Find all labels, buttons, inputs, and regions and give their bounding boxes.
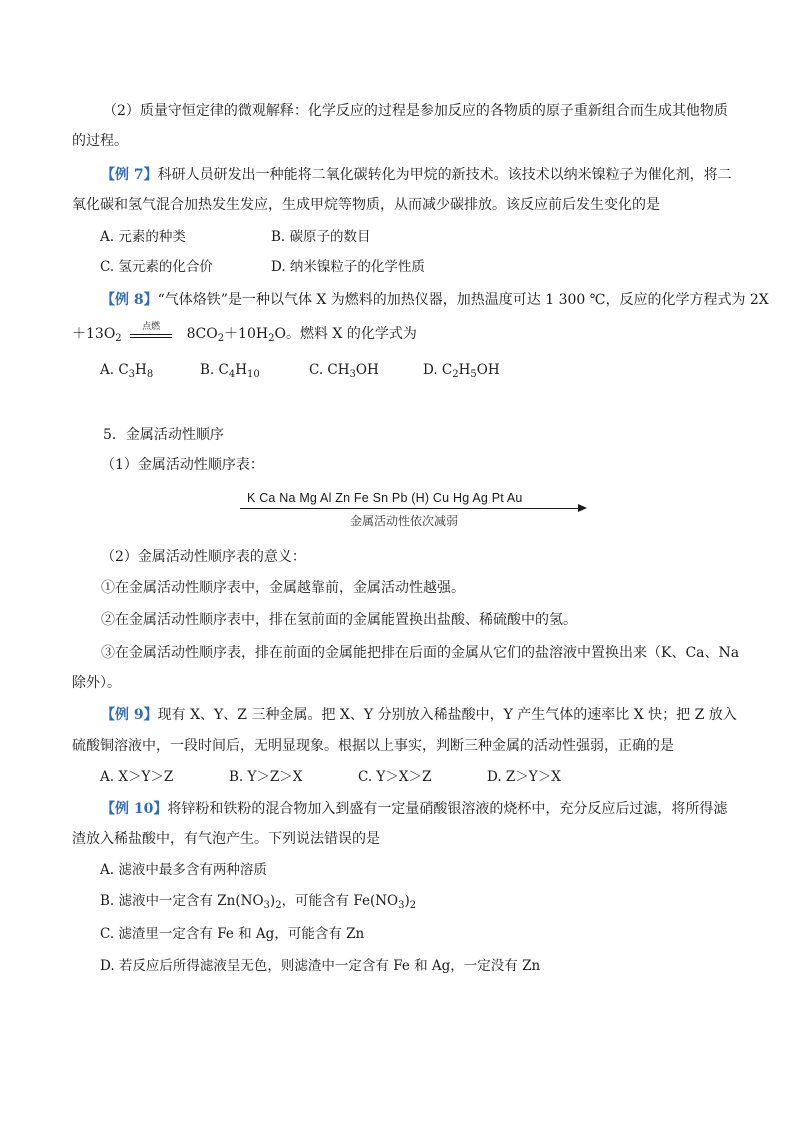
equation-tail: O。燃料 X 的化学式为 bbox=[274, 326, 417, 342]
formula-part: A. C bbox=[100, 362, 129, 378]
subscript: 3 bbox=[398, 900, 405, 911]
arrow-bar bbox=[130, 334, 172, 335]
example-9-stem-line2: 硫酸铜溶液中，一段时间后，无明显现象。根据以上事实，判断三种金属的活动性强弱，正确的是 bbox=[72, 738, 674, 754]
activity-arrow-line bbox=[240, 508, 582, 509]
example-7-text: 科研人员研发出一种能将二氧化碳转化为甲烷的新技术。该技术以纳米镍粒子为催化剂，将二 bbox=[157, 167, 732, 183]
option-text: ，可能含有 Fe(NO bbox=[281, 893, 399, 909]
formula-part: H bbox=[458, 362, 471, 378]
subscript: 4 bbox=[228, 369, 236, 380]
subscript: 2 bbox=[115, 333, 122, 344]
example-8-option-c bbox=[309, 360, 379, 380]
example-9-option-a: A. X＞Y＞Z bbox=[100, 769, 174, 785]
example-8-text: “气体烙铁”是一种以气体 X 为燃料的加热仪器，加热温度可达 1 300 ℃，反应的化学方程式为 2X bbox=[157, 292, 769, 308]
subscript: 2 bbox=[268, 333, 275, 344]
meaning-item-3-cont: 除外）。 bbox=[72, 675, 121, 691]
equation-product-2: ＋10H bbox=[224, 326, 269, 342]
example-7-option-b: B. 碳原子的数目 bbox=[271, 229, 371, 245]
example-10-option-d: D. 若反应后所得滤液呈无色，则滤渣中一定含有 Fe 和 Ag，一定没有 Zn bbox=[100, 958, 541, 974]
option-text: ) bbox=[404, 893, 410, 909]
example-8-option-b bbox=[200, 360, 260, 380]
example-9-option-d: D. Z＞Y＞X bbox=[487, 769, 561, 785]
formula-part: D. C bbox=[423, 362, 453, 378]
formula-part: OH bbox=[355, 362, 379, 378]
example-9-option-b: B. Y＞Z＞X bbox=[229, 769, 303, 785]
example-10-stem-line1 bbox=[101, 799, 727, 819]
example-9-tag: 【例 9】 bbox=[101, 707, 158, 723]
example-10-option-c: C. 滤渣里一定含有 Fe 和 Ag，可能含有 Zn bbox=[100, 926, 365, 942]
example-7-option-d: D. 纳米镍粒子的化学性质 bbox=[271, 259, 425, 275]
activity-arrow-head bbox=[578, 504, 587, 512]
reaction-condition: 点燃 bbox=[142, 322, 161, 332]
example-8-equation bbox=[72, 324, 417, 344]
example-10-stem-line2: 渣放入稀盐酸中，有气泡产生。下列说法错误的是 bbox=[72, 831, 380, 847]
meaning-item-1: ①在金属活动性顺序表中，金属越靠前，金属活动性越强。 bbox=[101, 580, 465, 596]
example-7-tag: 【例 7】 bbox=[101, 167, 158, 183]
formula-part: C. CH bbox=[309, 362, 350, 378]
subscript: 2 bbox=[217, 333, 225, 344]
example-10-tag: 【例 10】 bbox=[101, 801, 168, 817]
section-5-1-heading: （1）金属活动性顺序表： bbox=[101, 457, 264, 473]
formula-part: H bbox=[235, 362, 247, 378]
subscript: 3 bbox=[349, 369, 356, 380]
subscript: 5 bbox=[470, 369, 477, 380]
example-9-stem-line1 bbox=[101, 705, 737, 725]
arrow-bar bbox=[130, 337, 172, 338]
meaning-item-2: ②在金属活动性顺序表中，排在氢前面的金属能置换出盐酸、稀硫酸中的氢。 bbox=[101, 612, 577, 628]
activity-arrow-caption: 金属活动性依次减弱 bbox=[350, 514, 459, 528]
example-7-option-c: C. 氢元素的化合价 bbox=[100, 259, 213, 275]
example-7-stem-line2: 氧化碳和氢气混合加热发生发应，生成甲烷等物质，从而减少碳排放。该反应前后发生变化的是 bbox=[72, 197, 660, 213]
example-9-text: 现有 X、Y、Z 三种金属。把 X、Y 分别放入稀盐酸中，Y 产生气体的速率比 X 快；把 Z 放入 bbox=[157, 707, 737, 723]
subscript: 2 bbox=[275, 900, 282, 911]
paragraph-mass-conservation-2-cont: 的过程。 bbox=[72, 133, 128, 149]
subscript: 3 bbox=[263, 900, 270, 911]
example-10-text: 将锌粉和铁粉的混合物加入到盛有一定量硝酸银溶液的烧杯中，充分反应后过滤，将所得滤 bbox=[167, 801, 728, 817]
formula-part: B. C bbox=[200, 362, 229, 378]
equation-product-1: 8CO bbox=[186, 326, 218, 342]
subscript: 8 bbox=[146, 369, 154, 380]
section-5-2-heading: （2）金属活动性顺序表的意义： bbox=[101, 549, 306, 565]
subscript: 10 bbox=[247, 369, 260, 380]
subscript: 3 bbox=[128, 369, 136, 380]
example-7-option-a: A. 元素的种类 bbox=[100, 229, 186, 245]
option-text: B. 滤液中一定含有 Zn(NO bbox=[100, 893, 264, 909]
formula-part: H bbox=[135, 362, 147, 378]
example-10-option-a: A. 滤液中最多含有两种溶质 bbox=[100, 862, 267, 878]
metal-activity-series: K Ca Na Mg Al Zn Fe Sn Pb (H) Cu Hg Ag Pt Au bbox=[247, 491, 523, 505]
formula-part: OH bbox=[476, 362, 500, 378]
example-8-option-d bbox=[423, 360, 500, 380]
example-8-stem-line1 bbox=[101, 290, 769, 310]
meaning-item-3: ③在金属活动性顺序表，排在前面的金属能把排在后面的金属从它们的盐溶液中置换出来（K、Ca、Na bbox=[101, 645, 740, 661]
subscript: 2 bbox=[452, 369, 459, 380]
example-7-stem-line1 bbox=[101, 165, 732, 185]
reaction-arrow bbox=[128, 324, 178, 344]
equation-reactant: ＋13O bbox=[72, 326, 116, 342]
option-text: ) bbox=[269, 893, 276, 909]
example-9-option-c: C. Y＞X＞Z bbox=[358, 769, 432, 785]
paragraph-mass-conservation-2: （2）质量守恒定律的微观解释：化学反应的过程是参加反应的各物质的原子重新组合而生成其他物质 bbox=[103, 103, 728, 119]
example-8-option-a bbox=[100, 360, 153, 380]
subscript: 2 bbox=[409, 900, 417, 911]
example-10-option-b bbox=[100, 891, 416, 911]
example-8-tag: 【例 8】 bbox=[101, 292, 158, 308]
section-5-title: 5．金属活动性顺序 bbox=[103, 427, 224, 443]
